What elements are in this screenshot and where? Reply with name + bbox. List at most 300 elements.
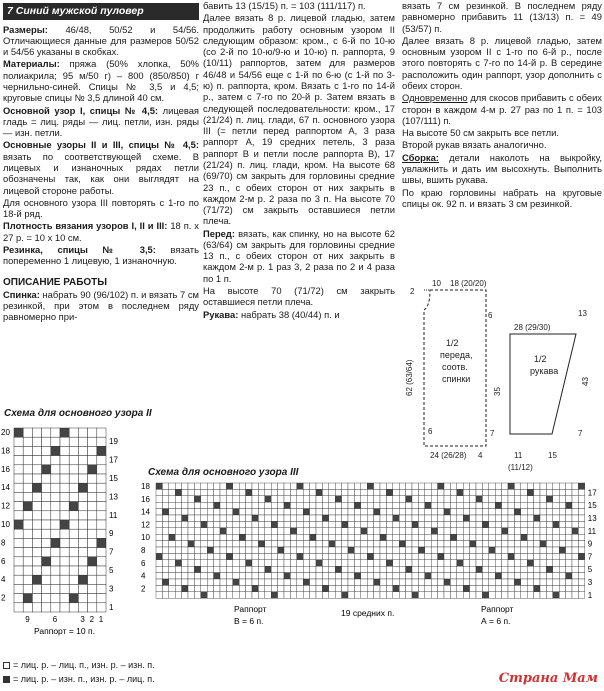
chart2-cell	[23, 575, 32, 584]
chart2-cell	[23, 492, 32, 501]
chart3-cell	[393, 541, 399, 547]
chart3-cell	[457, 592, 463, 598]
chart3-cell	[265, 521, 271, 527]
chart3-cell	[361, 515, 367, 521]
chart3-cell	[271, 521, 277, 527]
chart3-cell	[188, 541, 194, 547]
chart2-cell	[42, 474, 51, 483]
chart3-cell	[290, 560, 296, 566]
chart3-cell	[214, 534, 220, 540]
chart3-cell	[162, 521, 168, 527]
chart3-cell	[367, 541, 373, 547]
chart3-cell	[226, 489, 232, 495]
chart3-cell	[297, 579, 303, 585]
chart3-cell	[367, 585, 373, 591]
chart3-cell	[534, 566, 540, 572]
chart3-cell	[169, 534, 175, 540]
chart2-cell	[88, 548, 97, 557]
chart3-cell	[431, 509, 437, 515]
chart3-cell	[438, 509, 444, 515]
purl-symbol-icon	[3, 676, 10, 683]
chart2-cell	[97, 446, 106, 455]
chart3-cell	[431, 528, 437, 534]
chart3-cell	[572, 541, 578, 547]
chart3-cell	[393, 521, 399, 527]
chart3-cell	[335, 579, 341, 585]
chart3-cell	[252, 553, 258, 559]
dim-mid-4: 7	[578, 429, 583, 438]
chart2-cell	[42, 465, 51, 474]
chart3-cell	[476, 534, 482, 540]
chart3-cell	[284, 541, 290, 547]
chart3-cell	[265, 502, 271, 508]
chart3-cell	[335, 553, 341, 559]
chart2-right-label: 7	[109, 547, 114, 557]
chart3-cell	[156, 585, 162, 591]
chart3-cell	[175, 483, 181, 489]
chart2-col-label: 9	[25, 615, 30, 624]
chart3-cell	[406, 560, 412, 566]
chart2-grid	[0, 422, 130, 652]
chart3-cell	[450, 489, 456, 495]
chart3-cell	[476, 579, 482, 585]
chart3-cell	[156, 534, 162, 540]
chart3-row-label: 12	[141, 520, 150, 530]
chart3-cell	[380, 560, 386, 566]
chart2-cell	[78, 483, 87, 492]
chart2-cell	[97, 529, 106, 538]
chart3-cell	[386, 502, 392, 508]
chart3-cell	[431, 573, 437, 579]
chart3-cell	[412, 566, 418, 572]
chart3-cell	[495, 534, 501, 540]
chart3-cell	[521, 560, 527, 566]
chart3-cell	[457, 528, 463, 534]
chart3-cell	[463, 560, 469, 566]
chart3-cell	[578, 566, 584, 572]
chart3-cell	[220, 560, 226, 566]
chart3-cell	[342, 534, 348, 540]
chart3-cell	[482, 592, 488, 598]
chart3-cell	[182, 521, 188, 527]
chart3-cell	[297, 509, 303, 515]
chart3-cell	[412, 528, 418, 534]
chart2-row-label: 8	[1, 538, 6, 548]
chart3-cell	[169, 579, 175, 585]
chart3-cell	[386, 541, 392, 547]
chart3-cell	[252, 521, 258, 527]
chart2-cell	[78, 456, 87, 465]
chart3-cell	[303, 534, 309, 540]
chart2-cell	[88, 575, 97, 584]
chart3-cell	[316, 573, 322, 579]
chart3-cell	[418, 521, 424, 527]
chart3-cell	[476, 560, 482, 566]
chart3-cell	[450, 534, 456, 540]
chart3-cell	[354, 579, 360, 585]
chart3-cell	[201, 483, 207, 489]
chart3-cell	[489, 547, 495, 553]
chart3-cell	[393, 592, 399, 598]
chart3-cell	[521, 521, 527, 527]
chart3-cell	[220, 496, 226, 502]
chart3-cell	[534, 483, 540, 489]
chart2-cell	[97, 575, 106, 584]
chart3-cell	[297, 496, 303, 502]
chart3-cell	[175, 585, 181, 591]
front-label-1: 1/2	[446, 338, 459, 348]
chart3-cell	[297, 483, 303, 489]
chart3-cell	[508, 509, 514, 515]
chart2-cell	[97, 557, 106, 566]
chart3-cell	[335, 573, 341, 579]
chart3-cell	[450, 573, 456, 579]
materials-paragraph: Материалы: пряжа (50% хлопка, 50% полиакрила; 95 м/50 г) – 800 (850/850) г чернильно-синей. Спицы № 3,5 и 4,5; круговые спицы № 3,5 длиной 40 см.	[3, 58, 199, 104]
chart3-cell	[489, 579, 495, 585]
chart2-cell	[69, 548, 78, 557]
chart3-cell	[425, 489, 431, 495]
chart3-cell	[207, 547, 213, 553]
chart2-cell	[32, 520, 41, 529]
chart3-cell	[348, 547, 354, 553]
chart3-cell	[194, 585, 200, 591]
chart3-cell	[310, 502, 316, 508]
chart2-cell	[14, 446, 23, 455]
chart3-cell	[546, 547, 552, 553]
chart3-cell	[335, 521, 341, 527]
chart3-cell	[489, 515, 495, 521]
dim-bottom-1: 24 (26/28)	[430, 451, 467, 460]
chart3-cell	[194, 502, 200, 508]
chart3-cell	[559, 509, 565, 515]
chart3-cell	[162, 547, 168, 553]
chart3-cell	[258, 502, 264, 508]
chart3-cell	[188, 534, 194, 540]
chart3-cell	[418, 509, 424, 515]
chart3-cell	[310, 560, 316, 566]
chart3-cell	[374, 509, 380, 515]
chart3-cell	[457, 579, 463, 585]
chart3-cell	[297, 573, 303, 579]
chart3-cell	[380, 515, 386, 521]
chart2-right-label: 1	[109, 602, 114, 612]
chart3-cell	[156, 496, 162, 502]
chart3-cell	[310, 496, 316, 502]
chart3-cell	[265, 547, 271, 553]
chart3-cell	[265, 592, 271, 598]
chart3-cell	[489, 509, 495, 515]
chart3-cell	[162, 573, 168, 579]
chart3-cell	[233, 521, 239, 527]
chart3-cell	[540, 534, 546, 540]
chart3-cell	[258, 566, 264, 572]
chart3-cell	[322, 489, 328, 495]
chart2-cell	[14, 465, 23, 474]
chart3-cell	[553, 553, 559, 559]
chart3-cell	[271, 534, 277, 540]
chart3-cell	[438, 534, 444, 540]
chart2-cell	[60, 575, 69, 584]
density-paragraph: Плотность вязания узоров I, II и III: 18 п. x 27 р. = 10 x 10 см.	[3, 220, 199, 243]
chart3-cell	[425, 541, 431, 547]
chart3-cell	[476, 509, 482, 515]
chart2-cell	[14, 584, 23, 593]
chart3-cell	[463, 483, 469, 489]
chart3-cell	[508, 579, 514, 585]
chart2-cell	[51, 483, 60, 492]
chart2-cell	[97, 456, 106, 465]
chart3-cell	[559, 560, 565, 566]
chart3-cell	[489, 502, 495, 508]
dim-bottom-2: 4	[478, 451, 483, 460]
chart3-cell	[374, 541, 380, 547]
chart3-cell	[156, 528, 162, 534]
chart2-cell	[78, 603, 87, 612]
chart3-cell	[463, 515, 469, 521]
chart3-cell	[162, 579, 168, 585]
chart3-cell	[284, 547, 290, 553]
chart3-cell	[342, 592, 348, 598]
chart3-cell	[271, 585, 277, 591]
chart3-cell	[393, 502, 399, 508]
chart3-cell	[361, 553, 367, 559]
chart3-cell	[444, 509, 450, 515]
chart3-cell	[450, 553, 456, 559]
chart3-cell	[534, 528, 540, 534]
chart3-cell	[470, 528, 476, 534]
chart2-row-label: 4	[1, 575, 6, 585]
chart3-cell	[322, 528, 328, 534]
chart3-cell	[482, 489, 488, 495]
chart3-cell	[425, 573, 431, 579]
chart3-cell	[438, 483, 444, 489]
chart3-cell	[335, 528, 341, 534]
chart3-cell	[502, 528, 508, 534]
chart2-col-label: 2	[89, 615, 95, 624]
chart3-cell	[476, 489, 482, 495]
chart3-cell	[361, 509, 367, 515]
chart3-cell	[393, 579, 399, 585]
chart3-cell	[482, 573, 488, 579]
chart2-cell	[69, 557, 78, 566]
chart3-cell	[514, 573, 520, 579]
chart3-cell	[476, 502, 482, 508]
chart2-cell	[60, 548, 69, 557]
chart3-cell	[463, 496, 469, 502]
chart3-cell	[540, 566, 546, 572]
chart3-cell	[258, 560, 264, 566]
chart3-cell	[278, 515, 284, 521]
chart3-cell	[348, 521, 354, 527]
chart3-cell	[553, 560, 559, 566]
chart3-cell	[444, 553, 450, 559]
chart3-cell	[450, 541, 456, 547]
chart3-cell	[559, 515, 565, 521]
chart3-cell	[502, 547, 508, 553]
chart3-cell	[438, 515, 444, 521]
chart3-cell	[194, 553, 200, 559]
chart3-cell	[476, 483, 482, 489]
chart3-cell	[335, 515, 341, 521]
chart3-middle: 19 средних п.	[341, 608, 395, 619]
chart3-cell	[182, 515, 188, 521]
chart3-cell	[252, 573, 258, 579]
chart3-cell	[290, 489, 296, 495]
chart3-cell	[578, 585, 584, 591]
chart3-cell	[361, 585, 367, 591]
chart3-cell	[342, 585, 348, 591]
chart3-cell	[335, 541, 341, 547]
chart2-cell	[97, 465, 106, 474]
chart3-cell	[310, 534, 316, 540]
chart3-cell	[175, 553, 181, 559]
chart3-cell	[393, 566, 399, 572]
chart3-cell	[271, 496, 277, 502]
chart3-cell	[329, 515, 335, 521]
chart3-cell	[361, 573, 367, 579]
chart3-cell	[201, 489, 207, 495]
chart3-cell	[450, 579, 456, 585]
chart3-cell	[546, 509, 552, 515]
chart3-cell	[175, 547, 181, 553]
chart3-cell	[335, 560, 341, 566]
chart3-cell	[546, 534, 552, 540]
chart3-cell	[386, 496, 392, 502]
chart3-cell	[374, 553, 380, 559]
chart3-cell	[335, 502, 341, 508]
chart3-cell	[361, 560, 367, 566]
chart2-cell	[78, 584, 87, 593]
chart3-cell	[508, 566, 514, 572]
chart3-cell	[406, 515, 412, 521]
chart3-cell	[310, 528, 316, 534]
chart3-cell	[578, 496, 584, 502]
chart3-cell	[201, 509, 207, 515]
chart3-cell	[265, 534, 271, 540]
sleeve-paragraph: Рукава: набрать 38 (40/44) п. и	[203, 308, 340, 320]
chart3-cell	[252, 566, 258, 572]
watermark-logo: Страна Мам	[498, 671, 598, 687]
chart3-cell	[303, 502, 309, 508]
chart2-cell	[69, 594, 78, 603]
chart3-cell	[284, 553, 290, 559]
chart3-cell	[290, 573, 296, 579]
chart3-cell	[438, 566, 444, 572]
chart3-cell	[438, 502, 444, 508]
chart3-cell	[214, 585, 220, 591]
chart3-cell	[188, 483, 194, 489]
legend-2: = лиц. р. – изн. п., изн. р. – лиц. п.	[3, 674, 155, 685]
chart3-cell	[265, 541, 271, 547]
chart3-cell	[169, 528, 175, 534]
chart3-cell	[393, 509, 399, 515]
chart3-cell	[265, 560, 271, 566]
chart3-cell	[489, 560, 495, 566]
chart3-cell	[258, 579, 264, 585]
chart3-cell	[329, 579, 335, 585]
rib-paragraph: Резинка, спицы № 3,5: вязать попеременно 1 лицевую, 1 изнаночную.	[3, 243, 199, 267]
chart3-cell	[162, 585, 168, 591]
chart3-cell	[271, 566, 277, 572]
chart3-cell	[425, 560, 431, 566]
chart3-cell	[194, 560, 200, 566]
chart3-cell	[201, 592, 207, 598]
chart3-cell	[194, 566, 200, 572]
chart3-cell	[214, 579, 220, 585]
chart3-cell	[431, 521, 437, 527]
chart3-cell	[438, 585, 444, 591]
chart3-cell	[310, 573, 316, 579]
chart2-cell	[14, 557, 23, 566]
chart3-cell	[342, 528, 348, 534]
chart3-cell	[278, 573, 284, 579]
chart3-cell	[367, 502, 373, 508]
chart3-cell	[246, 515, 252, 521]
chart2-cell	[69, 520, 78, 529]
chart2-cell	[60, 428, 69, 437]
chart3-cell	[239, 553, 245, 559]
chart3-cell	[380, 566, 386, 572]
chart3-cell	[457, 534, 463, 540]
chart3-cell	[546, 592, 552, 598]
chart3-cell	[418, 585, 424, 591]
chart3-cell	[514, 496, 520, 502]
chart3-cell	[444, 502, 450, 508]
chart3-cell	[310, 585, 316, 591]
chart2-cell	[97, 548, 106, 557]
chart3-cell	[233, 566, 239, 572]
chart3-cell	[450, 502, 456, 508]
chart3-cell	[470, 483, 476, 489]
chart2-cell	[32, 566, 41, 575]
chart3-cell	[482, 585, 488, 591]
chart3-cell	[534, 515, 540, 521]
chart3-cell	[329, 547, 335, 553]
chart3-cell	[226, 528, 232, 534]
chart3-cell	[188, 553, 194, 559]
chart3-cell	[329, 573, 335, 579]
chart3-cell	[233, 496, 239, 502]
chart2-cell	[23, 502, 32, 511]
chart3-cell	[444, 560, 450, 566]
chart2-cell	[69, 529, 78, 538]
chart2-cell	[23, 548, 32, 557]
chart3-right-label: 1	[587, 590, 593, 600]
chart3-cell	[246, 573, 252, 579]
chart3-cell	[386, 579, 392, 585]
chart2-cell	[69, 575, 78, 584]
chart3-cell	[303, 560, 309, 566]
chart3-cell	[201, 566, 207, 572]
chart3-cell	[226, 534, 232, 540]
chart3-cell	[521, 592, 527, 598]
chart3-cell	[290, 528, 296, 534]
chart3-cell	[546, 489, 552, 495]
chart3-cell	[386, 560, 392, 566]
chart2-cell	[23, 456, 32, 465]
dim-top-1: 10	[432, 279, 441, 288]
chart3-cell	[508, 489, 514, 495]
chart3-cell	[521, 573, 527, 579]
chart3-cell	[188, 560, 194, 566]
chart3-cell	[271, 509, 277, 515]
chart3-cell	[233, 502, 239, 508]
chart2-cell	[42, 538, 51, 547]
chart3-cell	[182, 496, 188, 502]
chart3-cell	[502, 585, 508, 591]
chart3-cell	[220, 528, 226, 534]
front-label-2: переда,	[440, 350, 473, 360]
